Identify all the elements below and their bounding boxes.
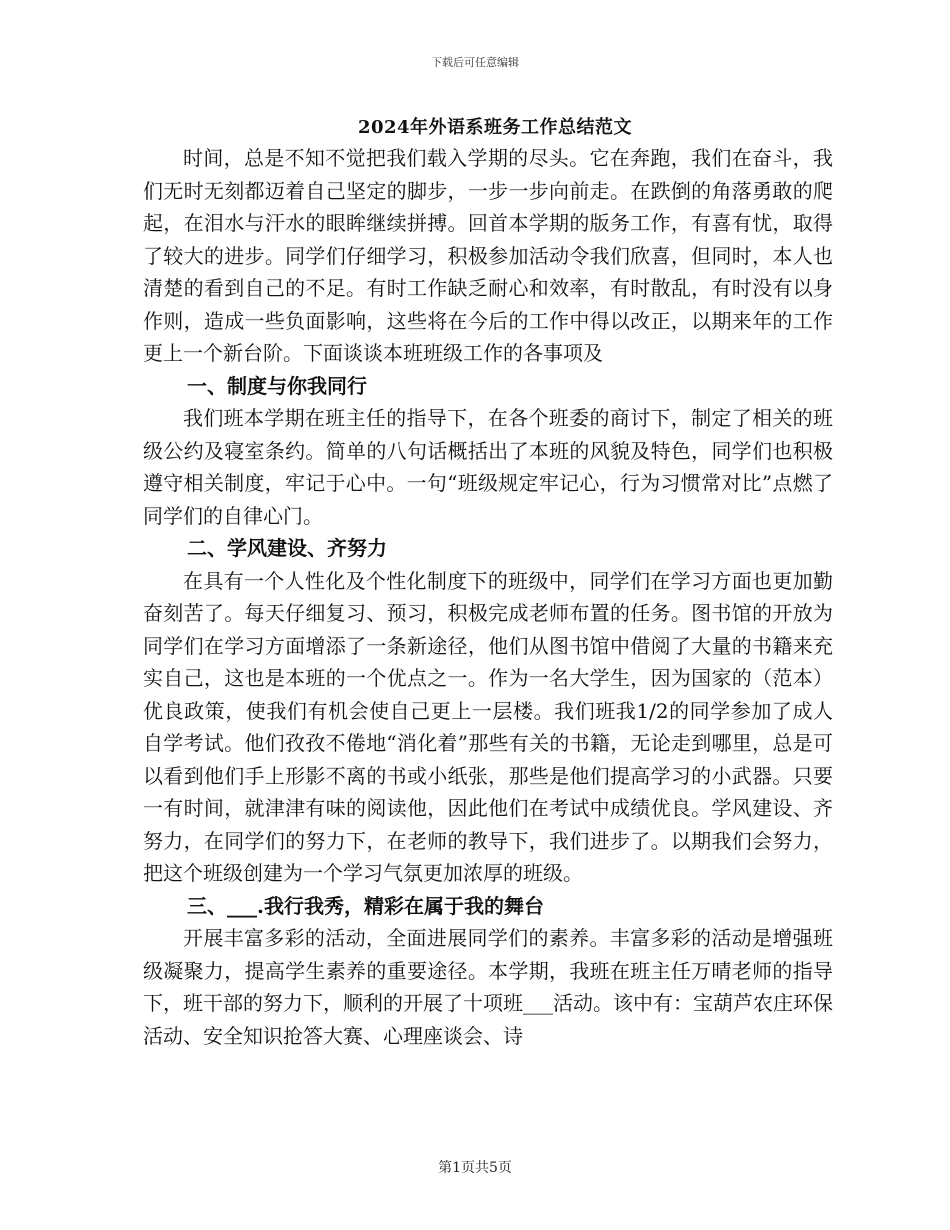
section-3-paragraph: 开展丰富多彩的活动，全面进展同学们的素养。丰富多彩的活动是增强班级凝聚力，提高学生素养的重要途径。本学期，我班在班主任万晴老师的指导下，班干部的努力下，顺利的开展了十项班___活动。该中有：宝葫芦农庄环保活动、安全知识抢答大赛、心理座谈会、诗 <box>143 926 833 1048</box>
document-title: 2024年外语系班务工作总结范文 <box>357 117 633 138</box>
intro-paragraph: 时间，总是不知不觉把我们载入学期的尽头。它在奔跑，我们在奋斗，我们无时无刻都迈着自己坚定的脚步，一步一步向前走。在跌倒的角落勇敢的爬起，在泪水与汗水的眼眸继续拼搏。回首本学期的版务工作，有喜有忧，取得了较大的进步。同学们仔细学习，积极参加活动令我们欣喜，但同时，本人也清楚的看到自己的不足。有时工作缺乏耐心和效率，有时散乱，有时没有以身作则，造成一些负面影响，这些将在今后的工作中得以改正，以期来年的工作更上一个新台阶。下面谈谈本班班级工作的各事项及 <box>143 146 833 365</box>
header-note: 下载后可任意编辑 <box>431 56 519 69</box>
section-2-paragraph: 在具有一个人性化及个性化制度下的班级中，同学们在学习方面也更加勤奋刻苦了。每天仔细复习、预习，积极完成老师布置的任务。图书馆的开放为同学们在学习方面增添了一条新途径，他们从图书馆中借阅了大量的书籍来充实自己，这也是本班的一个优点之一。作为一名大学生，因为国家的（范本）优良政策，使我们有机会使自己更上一层楼。我们班我1/2的同学参加了成人自学考试。他们孜孜不倦地“消化着”那些有关的书籍，无论走到哪里，总是可以看到他们手上形影不离的书或小纸张，那些是他们提高学习的小武器。只要一有时间，就津津有味的阅读他，因此他们在考试中成绩优良。学风建设、齐努力，在同学们的努力下，在老师的教导下，我们进步了。以期我们会努力，把这个班级创建为一个学习气氛更加浓厚的班级。 <box>143 568 833 885</box>
section-1-paragraph: 我们班本学期在班主任的指导下，在各个班委的商讨下，制定了相关的班级公约及寝室条约。简单的八句话概括出了本班的风貌及特色，同学们也积极遵守相关制度，牢记于心中。一句“班级规定牢记心，行为习惯常对比”点燃了同学们的自律心门。 <box>143 406 833 528</box>
page-footer: 第1页共5页 <box>438 1160 512 1176</box>
document-body <box>143 142 833 1052</box>
section-1-heading: 一、制度与你我同行 <box>187 373 367 398</box>
section-3-heading: 三、___.我行我秀，精彩在属于我的舞台 <box>187 893 544 918</box>
section-2-heading: 二、学风建设、齐努力 <box>187 536 387 560</box>
